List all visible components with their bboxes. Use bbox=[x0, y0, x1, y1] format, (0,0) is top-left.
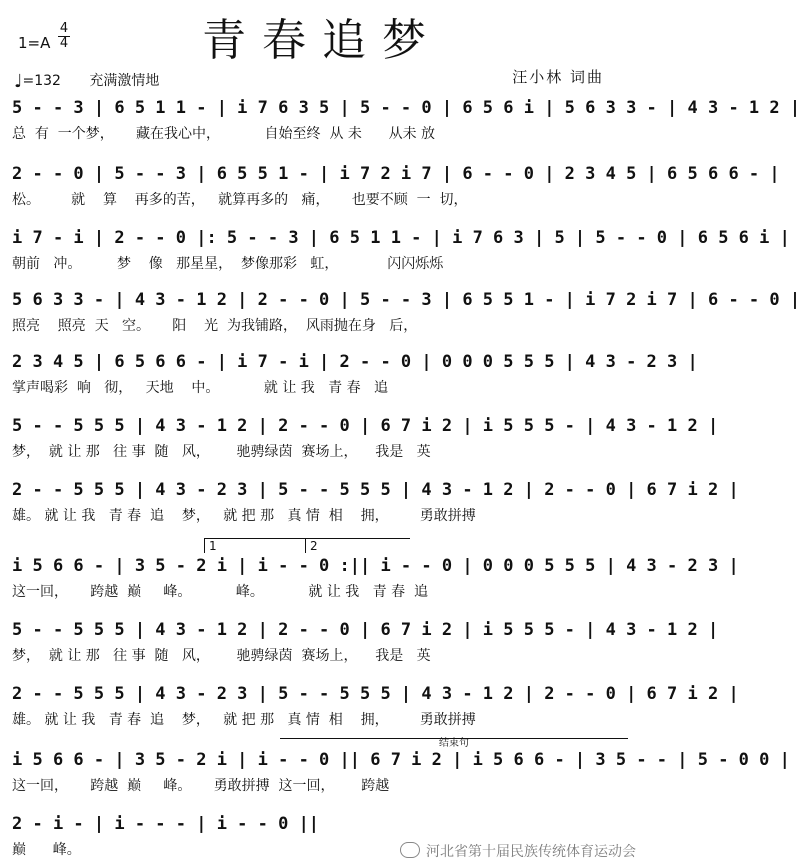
notation-row: 5 - - 3 | 6 5 1 1 - | i 7 6 3 5 | 5 - - 0 | 6 5 6 i | 5 6 3 3 - | 4 3 - 1 2 | bbox=[12, 98, 800, 118]
lyrics-row: 雄。 就 让 我 青 春 追 梦， 就 把 那 真 情 相 拥， 勇敢拼搏 bbox=[12, 508, 476, 524]
score-line bbox=[12, 478, 739, 526]
score-line bbox=[12, 554, 739, 602]
quarter-note-icon: ♩ bbox=[14, 71, 23, 92]
time-top: 4 bbox=[59, 21, 69, 36]
composer-credit: 汪小林 词曲 bbox=[512, 68, 604, 86]
notation-row: 2 3 4 5 | 6 5 6 6 - | i 7 - i | 2 - - 0 | 0 0 0 5 5 5 | 4 3 - 2 3 | bbox=[12, 352, 698, 372]
lyrics-row: 这一回， 跨越 巅 峰。 勇敢拼搏 这一回， 跨越 bbox=[12, 778, 390, 794]
key-signature: 1=A bbox=[18, 34, 51, 52]
notation-row: i 7 - i | 2 - - 0 |: 5 - - 3 | 6 5 1 1 - | i 7 6 3 | 5 | 5 - - 0 | 6 5 6 i | bbox=[12, 228, 790, 248]
lyrics-row: 这一回， 跨越 巅 峰。 峰。 就 让 我 青 春 追 bbox=[12, 584, 429, 600]
watermark-text: 河北省第十届民族传统体育运动会 bbox=[426, 844, 636, 860]
tempo-marking bbox=[14, 70, 159, 92]
lyrics-row: 朝前 冲。 梦 像 那星星， 梦像那彩 虹， 闪闪烁烁 bbox=[12, 256, 444, 272]
lyrics-row: 掌声喝彩 响 彻， 天地 中。 就 让 我 青 春 追 bbox=[12, 380, 388, 396]
notation-row: i 5 6 6 - | 3 5 - 2 i | i - - 0 :|| i - - 0 | 0 0 0 5 5 5 | 4 3 - 2 3 | bbox=[12, 556, 739, 576]
lyrics-row: 巅 峰。 bbox=[12, 842, 81, 858]
notation-row: 5 6 3 3 - | 4 3 - 1 2 | 2 - - 0 | 5 - - 3 | 6 5 5 1 - | i 7 2 i 7 | 6 - - 0 | bbox=[12, 290, 800, 310]
notation-row: i 5 6 6 - | 3 5 - 2 i | i - - 0 || 6 7 i 2 | i 5 6 6 - | 3 5 - - | 5 - 0 0 | bbox=[12, 750, 790, 770]
notation-row: 5 - - 5 5 5 | 4 3 - 1 2 | 2 - - 0 | 6 7 i 2 | i 5 5 5 - | 4 3 - 1 2 | bbox=[12, 416, 719, 436]
score-line bbox=[12, 288, 800, 336]
score-line bbox=[12, 226, 790, 274]
lyrics-row: 梦， 就 让 那 往 事 随 风， 驰骋绿茵 赛场上， 我是 英 bbox=[12, 648, 431, 664]
score-line bbox=[12, 96, 800, 144]
watermark bbox=[400, 841, 636, 861]
time-bottom: 4 bbox=[59, 36, 69, 51]
time-signature bbox=[58, 22, 70, 51]
score-line bbox=[12, 682, 739, 730]
lyrics-row: 总 有 一个梦， 藏在我心中， 自始至终 从 未 从未 放 bbox=[12, 126, 436, 142]
notation-row: 2 - - 5 5 5 | 4 3 - 2 3 | 5 - - 5 5 5 | 4 3 - 1 2 | 2 - - 0 | 6 7 i 2 | bbox=[12, 684, 739, 704]
mood-marking: 充满激情地 bbox=[89, 73, 160, 89]
notation-row: 2 - - 0 | 5 - - 3 | 6 5 5 1 - | i 7 2 i 7 | 6 - - 0 | 2 3 4 5 | 6 5 6 6 - | bbox=[12, 164, 780, 184]
volta-second: 2 bbox=[305, 538, 410, 553]
notation-row: 2 - - 5 5 5 | 4 3 - 2 3 | 5 - - 5 5 5 | 4 3 - 1 2 | 2 - - 0 | 6 7 i 2 | bbox=[12, 480, 739, 500]
score-line bbox=[12, 162, 780, 210]
song-title: 青春追梦 bbox=[202, 15, 442, 66]
wechat-icon bbox=[400, 842, 420, 858]
ending-marker: 结束句 bbox=[280, 738, 628, 749]
score-line bbox=[12, 618, 719, 666]
volta-first: 1 bbox=[204, 538, 309, 553]
lyrics-row: 松。 就 算 再多的苦， 就算再多的 痛， 也要不顾 一 切， bbox=[12, 192, 468, 208]
lyrics-row: 照亮 照亮 天 空。 阳 光 为我铺路， 风雨抛在身 后， bbox=[12, 318, 418, 334]
score-line bbox=[12, 350, 698, 398]
score-line bbox=[12, 748, 790, 796]
lyrics-row: 梦， 就 让 那 往 事 随 风， 驰骋绿茵 赛场上， 我是 英 bbox=[12, 444, 431, 460]
score-line bbox=[12, 414, 719, 462]
lyrics-row: 雄。 就 让 我 青 春 追 梦， 就 把 那 真 情 相 拥， 勇敢拼搏 bbox=[12, 712, 476, 728]
notation-row: 5 - - 5 5 5 | 4 3 - 1 2 | 2 - - 0 | 6 7 i 2 | i 5 5 5 - | 4 3 - 1 2 | bbox=[12, 620, 719, 640]
notation-row: 2 - i - | i - - - | i - - 0 || bbox=[12, 814, 320, 834]
tempo-value: =132 bbox=[22, 73, 61, 89]
